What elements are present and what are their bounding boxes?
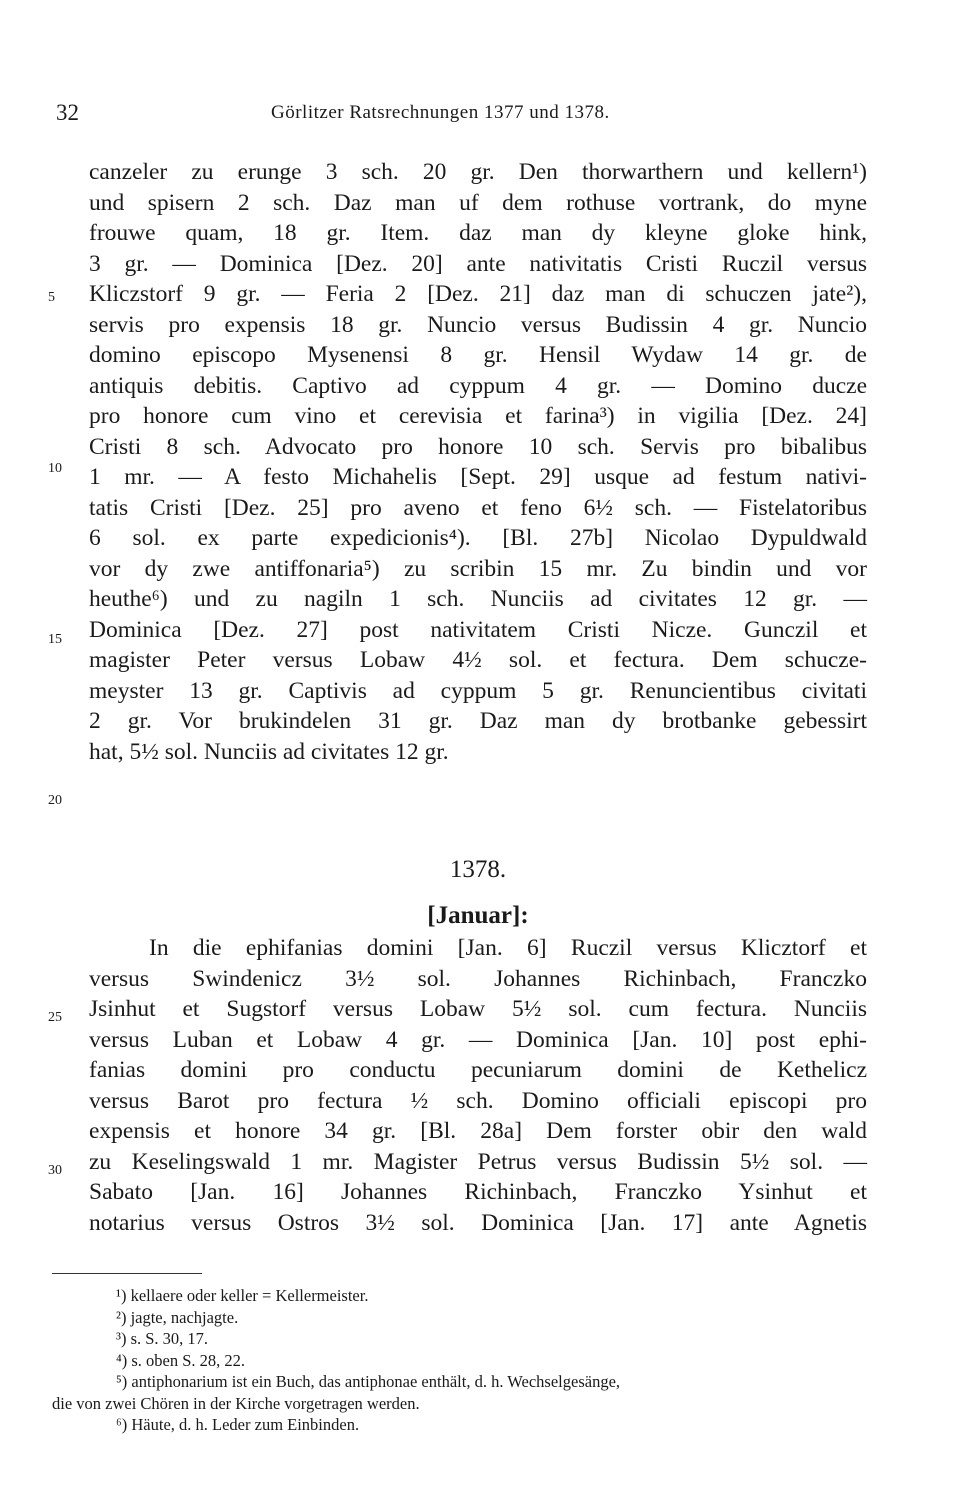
page-number: 32 bbox=[56, 100, 79, 125]
text-line: antiquis debitis. Captivo ad cyppum 4 gr. — Domino ducze bbox=[89, 372, 867, 399]
text-line: tatis Cristi [Dez. 25] pro aveno et feno 6½ sch. — Fistelatoribus bbox=[89, 494, 867, 521]
footnote: ⁴) s. oben S. 28, 22. bbox=[116, 1350, 246, 1370]
text-line: 3 gr. — Dominica [Dez. 20] ante nativitatis Cristi Ruczil versus bbox=[89, 250, 867, 277]
text-line: Cristi 8 sch. Advocato pro honore 10 sch. Servis pro bibalibus bbox=[89, 433, 867, 460]
line-number: 30 bbox=[48, 1163, 62, 1178]
text-line: heuthe⁶) und zu nagiln 1 sch. Nunciis ad civitates 12 gr. — bbox=[89, 586, 867, 612]
text-line: versus Swindenicz 3½ sol. Johannes Richinbach, Franczko bbox=[89, 965, 867, 992]
text-line: meyster 13 gr. Captivis ad cyppum 5 gr. Renuncientibus civitati bbox=[89, 677, 867, 704]
line-number: 20 bbox=[48, 793, 62, 808]
line-number: 10 bbox=[48, 461, 62, 476]
body-text-block-1 bbox=[89, 157, 867, 767]
text-line: pro honore cum vino et cerevisia et farina³) in vigilia [Dez. 24] bbox=[89, 403, 867, 429]
footnote: ¹) kellaere oder keller = Kellermeister. bbox=[116, 1286, 369, 1305]
line-number: 5 bbox=[48, 290, 55, 305]
footnote-divider bbox=[52, 1273, 202, 1274]
text-line: magister Peter versus Lobaw 4½ sol. et fectura. Dem schucze- bbox=[89, 647, 867, 673]
footnotes bbox=[52, 1285, 872, 1436]
line-number: 25 bbox=[48, 1010, 62, 1025]
text-line: vor dy zwe antiffonaria⁵) zu scribin 15 mr. Zu bindin und vor bbox=[89, 555, 867, 582]
text-line: Kliczstorf 9 gr. — Feria 2 [Dez. 21] daz man di schuczen jate²), bbox=[89, 281, 867, 307]
text-line: 2 gr. Vor brukindelen 31 gr. Daz man dy brotbanke gebessirt bbox=[89, 708, 867, 734]
footnote-continuation: die von zwei Chören in der Kirche vorgetragen werden. bbox=[52, 1393, 420, 1413]
text-line: fanias domini pro conductu pecuniarum domini de Kethelicz bbox=[89, 1057, 867, 1083]
text-line: zu Keselingswald 1 mr. Magister Petrus versus Budissin 5½ sol. — bbox=[89, 1148, 867, 1175]
footnote: ⁶) Häute, d. h. Leder zum Einbinden. bbox=[116, 1415, 360, 1434]
text-line: und spisern 2 sch. Daz man uf dem rothuse vortrank, do myne bbox=[89, 189, 867, 216]
text-line: expensis et honore 34 gr. [Bl. 28a] Dem forster obir den wald bbox=[89, 1118, 867, 1144]
month-heading: [Januar]: bbox=[427, 902, 529, 929]
footnote: ²) jagte, nachjagte. bbox=[116, 1307, 239, 1327]
text-line: notarius versus Ostros 3½ sol. Dominica [Jan. 17] ante Agnetis bbox=[89, 1209, 867, 1236]
text-line: 6 sol. ex parte expedicionis⁴). [Bl. 27b] Nicolao Dypuldwald bbox=[89, 525, 867, 551]
text-line: 1 mr. — A festo Michahelis [Sept. 29] usque ad festum nativi- bbox=[89, 464, 867, 490]
text-line: domino episcopo Mysenensi 8 gr. Hensil Wydaw 14 gr. de bbox=[89, 342, 867, 368]
text-line: Jsinhut et Sugstorf versus Lobaw 5½ sol. cum fectura. Nunciis bbox=[89, 996, 867, 1022]
text-line: versus Luban et Lobaw 4 gr. — Dominica [Jan. 10] post ephi- bbox=[89, 1026, 867, 1053]
text-line: Dominica [Dez. 27] post nativitatem Cristi Nicze. Gunczil et bbox=[89, 616, 867, 643]
running-head: Görlitzer Ratsrechnungen 1377 und 1378. bbox=[271, 102, 610, 123]
text-line: Sabato [Jan. 16] Johannes Richinbach, Franczko Ysinhut et bbox=[89, 1179, 867, 1205]
year-heading: 1378. bbox=[449, 856, 507, 883]
body-text-block-2 bbox=[89, 933, 867, 1238]
text-line: versus Barot pro fectura ½ sch. Domino officiali episcopi pro bbox=[89, 1087, 867, 1114]
text-line: hat, 5½ sol. Nunciis ad civitates 12 gr. bbox=[89, 738, 449, 765]
text-line: canzeler zu erunge 3 sch. 20 gr. Den thorwarthern und kellern¹) bbox=[89, 159, 867, 185]
page-header bbox=[56, 100, 876, 134]
line-number: 15 bbox=[48, 632, 62, 647]
text-line: frouwe quam, 18 gr. Item. daz man dy kleyne gloke hink, bbox=[89, 220, 867, 246]
footnote: ⁵) antiphonarium ist ein Buch, das antiphonae enthält, d. h. Wechselgesänge, bbox=[116, 1372, 621, 1391]
text-line: In die ephifanias domini [Jan. 6] Ruczil versus Klicztorf et bbox=[149, 935, 867, 961]
footnote: ³) s. S. 30, 17. bbox=[116, 1329, 209, 1348]
text-line: servis pro expensis 18 gr. Nuncio versus Budissin 4 gr. Nuncio bbox=[89, 311, 867, 338]
